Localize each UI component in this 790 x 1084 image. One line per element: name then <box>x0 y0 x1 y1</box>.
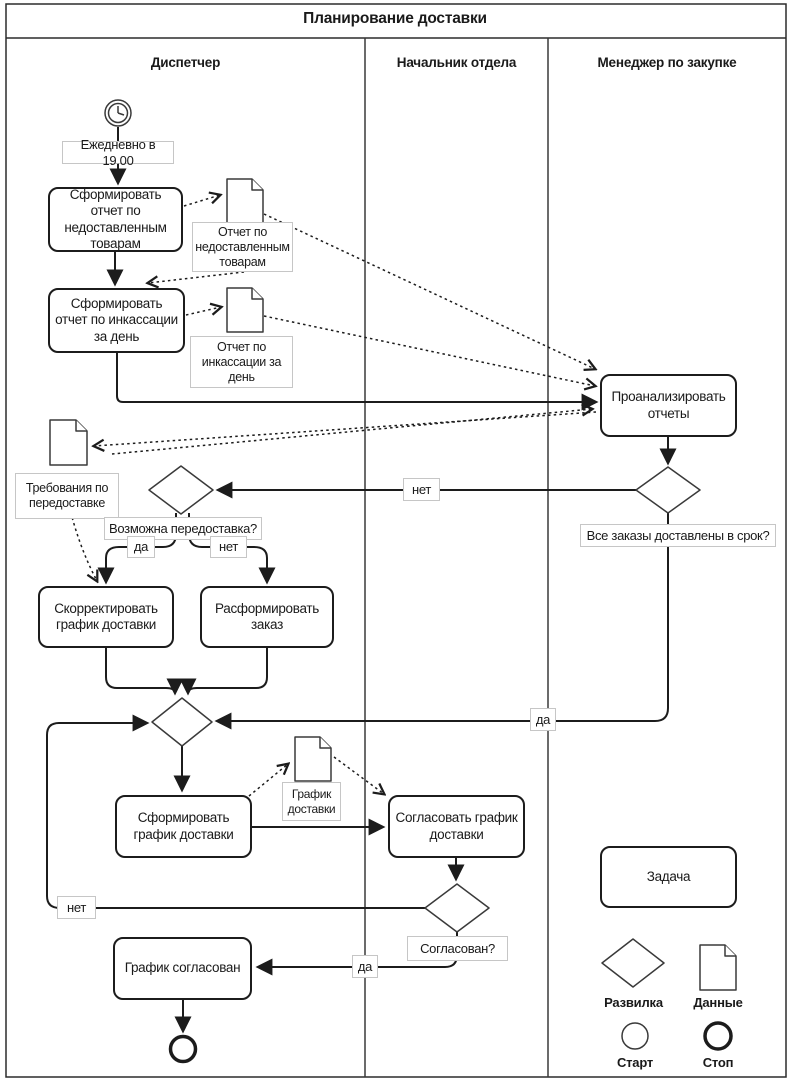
legend-stop-icon <box>705 1023 731 1049</box>
legend-gateway-icon <box>602 939 664 987</box>
pool-title: Планирование доставки <box>303 10 487 27</box>
gateway-all-delivered-label: Все заказы доставлены в срок? <box>580 524 776 547</box>
legend-data-label: Данные <box>693 995 743 1010</box>
legend-start-icon <box>622 1023 648 1049</box>
lane-dispatcher: Диспетчер <box>150 55 221 70</box>
assoc-doc1-to-report2 <box>148 272 244 283</box>
flow-report2-to-analyze <box>117 353 596 402</box>
edge-label-no-gw1: нет <box>403 478 440 501</box>
legend-data-icon <box>700 945 736 990</box>
lane-department-head: Начальник отдела <box>396 55 517 70</box>
gateway-approved-label: Согласован? <box>407 936 508 961</box>
doc-schedule-label: График доставки <box>282 782 341 821</box>
task-schedule-approved: График согласован <box>113 937 252 1000</box>
gateway-merge-icon <box>152 698 212 746</box>
doc-redelivery-requirements-icon <box>50 420 87 465</box>
task-disband-order: Расформировать заказ <box>200 586 334 648</box>
task-analyze-reports: Проанализировать отчеты <box>600 374 737 437</box>
gateway-all-delivered-icon <box>636 467 700 513</box>
task-make-schedule: Сформировать график доставки <box>115 795 252 858</box>
start-event-label: Ежедневно в 19.00 <box>62 141 174 164</box>
task-approve-schedule: Согласовать график доставки <box>388 795 525 858</box>
assoc-report2-to-doc2 <box>186 307 221 315</box>
doc-report-undelivered-label: Отчет по недоставленным товарам <box>192 222 293 272</box>
flow-disband-to-merge <box>188 648 267 693</box>
edge-label-no-gw4: нет <box>57 896 96 919</box>
assoc-doc1-to-analyze <box>264 214 595 369</box>
legend-task-sample: Задача <box>600 846 737 908</box>
doc-report-cash-label: Отчет по инкассации за день <box>190 336 293 388</box>
doc-report-cash-icon <box>227 288 263 332</box>
edge-label-yes-gw4: да <box>352 955 378 978</box>
task-report-undelivered: Сформировать отчет по недоставленным товарам <box>48 187 183 252</box>
doc-redelivery-requirements-label: Требования по передоставке <box>15 473 119 519</box>
assoc-requirements-to-analyze <box>112 409 592 454</box>
flow-adjust-to-merge <box>106 648 175 693</box>
edge-label-yes-gw2: да <box>127 536 155 558</box>
doc-report-undelivered-icon <box>227 179 263 223</box>
edge-label-yes-gw1: да <box>530 708 556 731</box>
assoc-report1-to-doc1 <box>184 195 220 206</box>
assoc-doc3-to-approve <box>334 757 384 794</box>
gateway-redelivery-possible-label: Возможна передоставка? <box>104 517 262 540</box>
assoc-analyze-to-requirements <box>94 412 596 446</box>
legend-stop-label: Стоп <box>702 1055 734 1070</box>
doc-schedule-icon <box>295 737 331 781</box>
assoc-doc2-to-analyze <box>264 316 595 386</box>
gateway-redelivery-possible-icon <box>149 466 213 514</box>
task-adjust-schedule: Скорректировать график доставки <box>38 586 174 648</box>
start-event-icon <box>105 100 131 126</box>
gateway-approved-icon <box>425 884 489 932</box>
legend-gateway-label: Развилка <box>604 995 663 1010</box>
edge-label-no-gw2: нет <box>210 536 247 558</box>
lane-purchasing-manager: Менеджер по закупке <box>597 55 737 70</box>
legend-start-label: Старт <box>616 1055 654 1070</box>
task-report-cash: Сформировать отчет по инкассации за день <box>48 288 185 353</box>
end-event-icon <box>171 1037 196 1062</box>
